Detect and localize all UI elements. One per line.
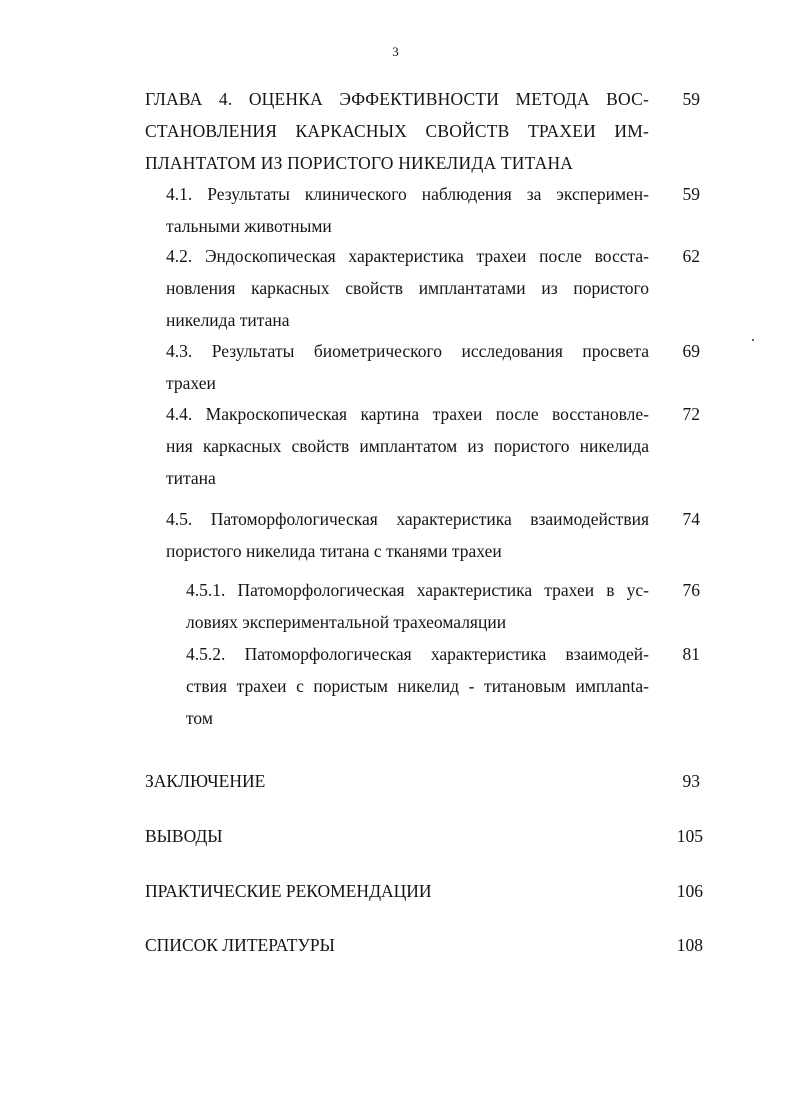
toc-subsection-line: ствия трахеи с пористым никелид - титановым имплanta- <box>186 676 649 696</box>
toc-page-number: 59 <box>682 89 700 109</box>
toc-section-4-3 <box>166 335 649 399</box>
toc-section-4-5 <box>166 503 649 567</box>
toc-section-line: 4.2. Эндоскопическая характеристика трахеи после восста- <box>166 246 649 266</box>
toc-page-number: 74 <box>682 509 700 529</box>
toc-section-line: 4.1. Результаты клинического наблюдения за эксперимен- <box>166 184 649 204</box>
toc-page-number: 106 <box>676 881 703 901</box>
toc-page-number: 72 <box>682 404 700 424</box>
toc-findings: ВЫВОДЫ <box>145 826 223 846</box>
toc-practical-recommendations: ПРАКТИЧЕСКИЕ РЕКОМЕНДАЦИИ <box>145 881 432 901</box>
toc-page-number: 59 <box>682 184 700 204</box>
toc-page-number: 76 <box>682 580 700 600</box>
toc-page-number: 108 <box>676 935 703 955</box>
toc-section-line: тальными животными <box>166 216 332 236</box>
toc-section-line: новления каркасных свойств имплантатами из пористого <box>166 278 649 298</box>
toc-section-line: никелида титана <box>166 310 290 330</box>
toc-section-4-4 <box>166 398 649 494</box>
toc-subsection-line: том <box>186 708 213 728</box>
toc-section-line: титана <box>166 468 216 488</box>
toc-section-line: 4.3. Результаты биометрического исследования просвета <box>166 341 649 361</box>
toc-page-number: 62 <box>682 246 700 266</box>
toc-subsection-line: 4.5.2. Патоморфологическая характеристика взаимодей- <box>186 644 649 664</box>
toc-page-number: 105 <box>676 826 703 846</box>
toc-section-line: ния каркасных свойств имплантатом из пористого никелида <box>166 436 649 456</box>
toc-section-4-1 <box>166 178 649 242</box>
toc-section-line: 4.5. Патоморфологическая характеристика взаимодействия <box>166 509 649 529</box>
toc-chapter-line: СТАНОВЛЕНИЯ КАРКАСНЫХ СВОЙСТВ ТРАХЕИ ИМ- <box>145 121 649 141</box>
toc-section-line: 4.4. Макроскопическая картина трахеи после восстановле- <box>166 404 649 424</box>
scan-speck <box>752 339 754 341</box>
toc-page-number: 93 <box>682 771 700 791</box>
toc-references: СПИСОК ЛИТЕРАТУРЫ <box>145 935 335 955</box>
toc-subsection-line: ловиях экспериментальной трахеомаляции <box>186 612 507 632</box>
toc-page-number: 69 <box>682 341 700 361</box>
toc-page-number: 81 <box>682 644 700 664</box>
toc-subsection-4-5-1 <box>186 574 649 638</box>
toc-chapter-line: ПЛАНТАТОМ ИЗ ПОРИСТОГО НИКЕЛИДА ТИТАНА <box>145 153 574 173</box>
toc-subsection-line: 4.5.1. Патоморфологическая характеристика трахеи в ус- <box>186 580 649 600</box>
page-number: 3 <box>392 44 399 59</box>
toc-subsection-4-5-2 <box>186 638 649 734</box>
toc-chapter-line: ГЛАВА 4. ОЦЕНКА ЭФФЕКТИВНОСТИ МЕТОДА ВОС- <box>145 89 649 109</box>
toc-chapter-4 <box>145 83 649 179</box>
toc-section-4-2 <box>166 240 649 336</box>
toc-conclusion: ЗАКЛЮЧЕНИЕ <box>145 771 266 791</box>
toc-section-line: трахеи <box>166 373 216 393</box>
toc-section-line: пористого никелида титана с тканями трахеи <box>166 541 502 561</box>
